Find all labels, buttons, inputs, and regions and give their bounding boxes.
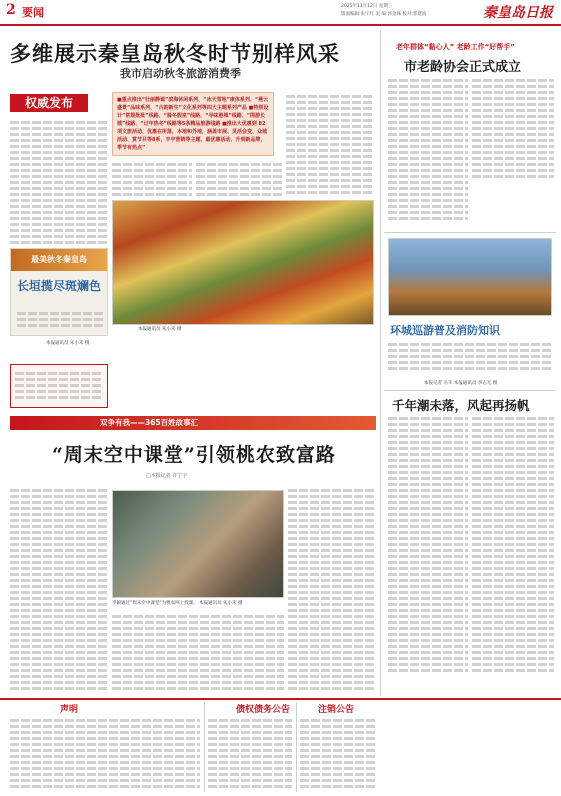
lead-summary: ■重点推出“壮丽静谧”滨海休闲系列、“冰天雪地”康体系列、“燕云盛景”品味系列、“古韵新生”文化系列等四大主题系列产品 ■特别设计“常规批批”线路、“骑冬假室”线路、“寻味港城”线路、“围游长城”线路、“过年热冬”线路等5条精品旅游线路 ■推出大优惠到 82项文旅活动、优惠在所落，本地和外地，涵盖市展、灵活会变、众城活动、赏节目等8系，丰宇营销等主题、最优惠活动，升到新品牌，季节有热点”: [112, 92, 274, 156]
column-divider: [380, 30, 381, 696]
date-line: 2025年11月12日 星期三: [341, 4, 393, 9]
right-body-4: [388, 414, 468, 694]
lead-body-col-1: [10, 118, 108, 244]
notice-divider-1: [204, 702, 205, 792]
right-body-5: [472, 414, 554, 694]
right-headline: 市老龄协会正式成立: [404, 60, 522, 75]
notice-body-cancel: [300, 716, 376, 792]
lower-headline: “周末空中课堂”引领桃农致富路: [52, 444, 336, 466]
editors-line: 版面编辑:张宇红 美 编:郭金珠 校对:郭建波: [341, 12, 427, 17]
right-divider-2: [384, 390, 556, 391]
side-feature: [10, 248, 108, 336]
right-kicker: 老年群体“黏心人” 老龄工作“好帮手”: [396, 43, 515, 51]
side-caption: 本报通讯员 朱小禾 摄: [46, 341, 90, 346]
section-name: 要闻: [22, 6, 44, 19]
right-divider-1: [384, 232, 556, 233]
lead-headline: 多维展示秦皇岛秋冬时节别样风采: [10, 41, 340, 66]
autumn-forest-photo: [112, 200, 374, 325]
right-body-2: [472, 76, 554, 226]
lead-body-col-3: [196, 160, 282, 198]
right-photo-caption: 本报记者 冯辛 本报通讯员 李志光 摄: [424, 381, 498, 386]
notice-title-statement: 声明: [60, 705, 79, 715]
side-banner: 最美秋冬秦皇岛: [11, 249, 107, 271]
notice-title-cancel: 注销公告: [318, 705, 355, 715]
lower-body-3: [288, 486, 376, 692]
notice-title-debt: 债权债务公告: [236, 705, 291, 715]
right-body-3: [388, 340, 552, 376]
promo-text: [15, 369, 103, 405]
right-headline-2: 环城巡游普及消防知识: [390, 324, 500, 337]
fire-truck-parade-photo: [388, 238, 552, 316]
lower-body-1: [10, 486, 108, 692]
lead-subhead: 我市启动秋冬旅游消费季: [120, 67, 241, 80]
lower-byline: □本报记者 许宁宇: [146, 473, 188, 479]
paper-logo: 秦皇岛日报: [483, 5, 553, 21]
right-headline-3: 千年潮未落，风起再扬帆: [392, 398, 530, 413]
page-number: 2: [6, 2, 16, 18]
lead-body-col-2: [112, 160, 192, 198]
notice-body-statement: [10, 716, 200, 792]
notice-divider-2: [296, 702, 297, 792]
notice-body-debt: [208, 716, 292, 792]
side-body: [17, 309, 103, 333]
lower-banner: 双争有我——365百姓故事汇: [10, 416, 376, 430]
right-body-1: [388, 76, 468, 226]
lower-photo-caption: 李颖通过“周末空中课堂”为桃农网上授课。 本报通讯员 朱小禾 摄: [112, 601, 243, 606]
lead-photo-caption: 本报通讯员 朱小禾 摄: [138, 327, 182, 332]
lead-body-col-4: [286, 92, 374, 198]
side-title: 长垣揽尽斑斓色: [17, 279, 102, 293]
lower-body-2: [112, 612, 284, 692]
masthead: [0, 0, 561, 26]
authority-tag: 权威发布: [10, 94, 88, 112]
promo-box: [10, 364, 108, 408]
online-class-photo: [112, 490, 284, 598]
